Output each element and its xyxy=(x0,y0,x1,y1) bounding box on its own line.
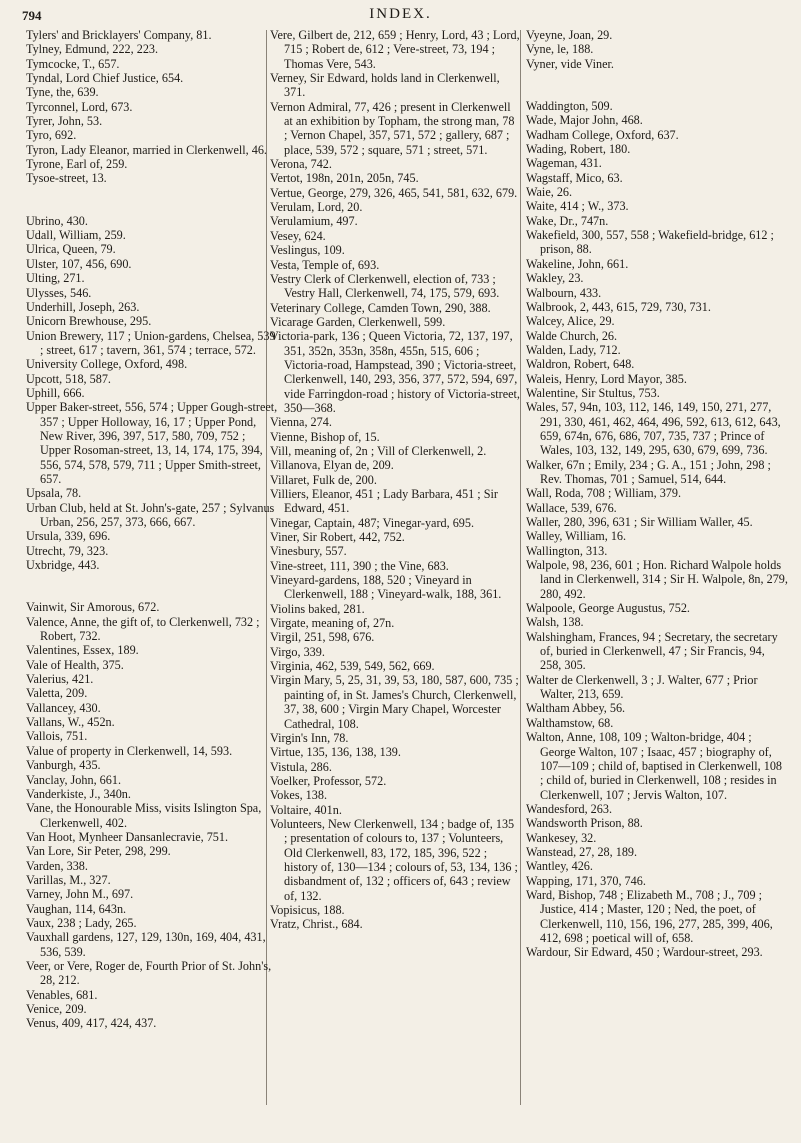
index-entry: Wanstead, 27, 28, 189. xyxy=(526,844,638,859)
index-entry: Varden, 338. xyxy=(26,858,88,873)
index-entry: Upsala, 78. xyxy=(26,486,82,501)
index-entry: Wallace, 539, 676. xyxy=(526,500,617,515)
index-entry: Walthamstow, 68. xyxy=(526,715,614,730)
index-entry: Villiers, Eleanor, 451 ; Lady Barbara, 451 ; Sir Edward, 451. xyxy=(270,487,498,516)
index-entry: Value of property in Clerkenwell, 14, 593. xyxy=(26,743,233,758)
index-entry: Varney, John M., 697. xyxy=(26,887,134,902)
index-entry: Walpoole, George Augustus, 752. xyxy=(526,601,690,616)
index-entry: Varillas, M., 327. xyxy=(26,872,111,887)
index-entry: Ulster, 107, 456, 690. xyxy=(26,256,132,271)
index-entry: Vere, Gilbert de, 212, 659 ; Henry, Lord, 43 ; Lord, 715 ; Robert de, 612 ; Vere-street, 73, 194 ; Thomas Vere, 543. xyxy=(270,28,520,71)
index-column-right xyxy=(526,28,788,960)
index-entry: Wageman, 431. xyxy=(526,156,602,171)
index-entry: Wantley, 426. xyxy=(526,859,593,874)
index-entry: Walshingham, Frances, 94 ; Secretary, the secretary of, buried in Clerkenwell, 47 ; Sir Francis, 94, 258, 305. xyxy=(526,629,778,673)
index-entry: Walton, Anne, 108, 109 ; Walton-bridge, 404 ; George Walton, 107 ; Isaac, 457 ; biography of, 107—109 ; child of, baptised in Clerkenwell, 108 ; child of, buried in Clerkenwell, 108 ; resides in Clerkenwell, 107 ; Jervis Walton, 107. xyxy=(526,730,783,802)
index-entry: Vyner, vide Viner. xyxy=(526,56,614,71)
index-entry: Vane, the Honourable Miss, visits Islington Spa, Clerkenwell, 402. xyxy=(26,801,262,830)
index-entry: Venus, 409, 417, 424, 437. xyxy=(26,1016,157,1031)
index-entry: Waddington, 509. xyxy=(526,99,613,114)
index-entry: Wading, Robert, 180. xyxy=(526,142,631,157)
index-entry: Vill, meaning of, 2n ; Vill of Clerkenwell, 2. xyxy=(270,443,487,458)
index-entry: Vratz, Christ., 684. xyxy=(270,917,363,932)
running-title: INDEX. xyxy=(369,6,432,22)
index-entry: Vernon Admiral, 77, 426 ; present in Clerkenwell at an exhibition by Topham, the strong man, 78 ; Vernon Chapel, 357, 571, 572 ; gallery, 687 ; place, 539, 572 ; square, 571 ; street, 571. xyxy=(270,99,515,157)
index-entry: Tyrconnel, Lord, 673. xyxy=(26,99,133,114)
index-entry: Walter de Clerkenwell, 3 ; J. Walter, 677 ; Prior Walter, 213, 659. xyxy=(526,672,758,702)
index-entry: Viner, Sir Robert, 442, 752. xyxy=(270,530,405,545)
index-entry: Vineyard-gardens, 188, 520 ; Vineyard in Clerkenwell, 188 ; Vineyard-walk, 188, 361. xyxy=(270,573,502,602)
index-entry: Valence, Anne, the gift of, to Clerkenwell, 732 ; Robert, 732. xyxy=(26,614,260,644)
index-entry: Virgil, 251, 598, 676. xyxy=(270,630,375,645)
index-entry: Tyron, Lady Eleanor, married in Clerkenwell, 46. xyxy=(26,142,267,157)
index-entry: Upper Baker-street, 556, 574 ; Upper Gough-street, 357 ; Upper Holloway, 16, 17 ; Upper Pond, New River, 396, 397, 517, 580, 709, 752 ; Upper Rosoman-street, 13, 14, 174, 175, 394, 556, 574, 578, 579, 711 ; Upper Smith-street, 657. xyxy=(26,400,278,486)
section-gap xyxy=(526,85,788,99)
index-entry: Walbrook, 2, 443, 615, 729, 730, 731. xyxy=(526,299,711,314)
index-entry: Waite, 414 ; W., 373. xyxy=(526,199,629,214)
index-entry: Vinegar, Captain, 487; Vinegar-yard, 695. xyxy=(270,515,475,530)
index-entry: Vienne, Bishop of, 15. xyxy=(270,429,380,444)
index-entry: Vaux, 238 ; Lady, 265. xyxy=(26,915,137,930)
index-entry: Ulrica, Queen, 79. xyxy=(26,242,116,257)
index-entry: Tyne, the, 639. xyxy=(26,85,99,100)
index-entry: Walley, William, 16. xyxy=(526,529,627,544)
index-entry: Vienna, 274. xyxy=(270,415,332,430)
index-entry: Wales, 57, 94n, 103, 112, 146, 149, 150, 271, 277, 291, 330, 461, 462, 464, 496, 592, 613, 612, 643, 659, 674n, 676, 686, 707, 735, 737 ; Prince of Wales, 103, 132, 149, 295, 630, 679, 699, 736. xyxy=(526,400,781,458)
index-entry: Ursula, 339, 696. xyxy=(26,529,111,544)
section-gap xyxy=(26,586,278,600)
index-entry: Walpole, 98, 236, 601 ; Hon. Richard Walpole holds land in Clerkenwell, 314 ; Sir H. Walpole, 8n, 279, 280, 492. xyxy=(526,558,788,601)
index-entry: Veer, or Vere, Roger de, Fourth Prior of St. John's, 28, 212. xyxy=(26,958,272,988)
index-entry: Veterinary College, Camden Town, 290, 388. xyxy=(270,300,491,315)
index-entry: Waller, 280, 396, 631 ; Sir William Waller, 45. xyxy=(526,515,753,529)
index-entry: Waie, 26. xyxy=(526,185,573,200)
index-entry: Vanclay, John, 661. xyxy=(26,772,121,787)
index-entry: Virgo, 339. xyxy=(270,644,325,659)
index-entry: Vanburgh, 435. xyxy=(26,758,101,773)
index-entry: Valentines, Essex, 189. xyxy=(26,643,139,658)
index-entry: Wall, Roda, 708 ; William, 379. xyxy=(526,486,682,501)
index-entry: Wade, Major John, 468. xyxy=(526,113,643,128)
index-entry: Ward, Bishop, 748 ; Elizabeth M., 708 ; J., 709 ; Justice, 414 ; Master, 120 ; Ned, the poet, of Clerkenwell, 110, 156, 196, 277, 285, 399, 406, 412, 698 ; poetical will of, 658. xyxy=(526,887,773,945)
page-number: 794 xyxy=(22,8,42,23)
index-entry: Tyro, 692. xyxy=(26,128,77,143)
index-entry: Vinesbury, 557. xyxy=(270,544,347,559)
index-entry: Verulamium, 497. xyxy=(270,214,358,229)
index-entry: Upcott, 518, 587. xyxy=(26,371,111,386)
index-entry: Vesey, 624. xyxy=(270,228,326,243)
index-entry: Vale of Health, 375. xyxy=(26,657,124,672)
index-entry: Tyrer, John, 53. xyxy=(26,114,103,129)
index-entry: Tylney, Edmund, 222, 223. xyxy=(26,42,159,57)
index-entry: Vertot, 198n, 201n, 205n, 745. xyxy=(270,171,419,186)
index-entry: Vallancey, 430. xyxy=(26,700,101,715)
index-entry: Vesta, Temple of, 693. xyxy=(270,257,380,272)
index-entry: Wandesford, 263. xyxy=(526,801,613,816)
index-entry: Tysoe-street, 13. xyxy=(26,171,107,186)
index-entry: Villanova, Elyan de, 209. xyxy=(270,458,394,473)
index-entry: Uphill, 666. xyxy=(26,385,85,400)
index-entry: Voltaire, 401n. xyxy=(270,802,342,817)
index-entry: Vine-street, 111, 390 ; the Vine, 683. xyxy=(270,558,449,573)
index-entry: Vauxhall gardens, 127, 129, 130n, 169, 404, 431, 536, 539. xyxy=(26,930,266,959)
index-entry: Walcey, Alice, 29. xyxy=(526,314,615,329)
index-entry: Wallington, 313. xyxy=(526,543,608,558)
index-entry: Virgin's Inn, 78. xyxy=(270,730,349,745)
index-entry: Tyrone, Earl of, 259. xyxy=(26,157,128,172)
index-entry: Tylers' and Bricklayers' Company, 81. xyxy=(26,28,212,42)
index-entry: Walden, Lady, 712. xyxy=(526,342,621,357)
index-entry: Vallans, W., 452n. xyxy=(26,715,115,730)
index-entry: Verona, 742. xyxy=(270,157,332,172)
index-entry: Valetta, 209. xyxy=(26,686,88,701)
index-entry: Waltham Abbey, 56. xyxy=(526,701,626,716)
index-entry: Vanderkiste, J., 340n. xyxy=(26,786,131,801)
index-entry: Vaughan, 114, 643n. xyxy=(26,901,127,916)
index-entry: Wakley, 23. xyxy=(526,271,584,286)
index-entry: Venice, 209. xyxy=(26,1002,87,1016)
index-entry: Underhill, Joseph, 263. xyxy=(26,299,140,314)
index-entry: Ulting, 271. xyxy=(26,271,85,286)
index-entry: Wankesey, 32. xyxy=(526,830,597,845)
index-entry: Wandsworth Prison, 88. xyxy=(526,816,643,831)
index-entry: Vopisicus, 188. xyxy=(270,902,345,917)
index-entry: Violins baked, 281. xyxy=(270,601,365,616)
index-entry: Villaret, Fulk de, 200. xyxy=(270,472,377,487)
index-entry: Verulam, Lord, 20. xyxy=(270,200,363,215)
column-divider xyxy=(520,30,521,1105)
index-entry: Vyne, le, 188. xyxy=(526,42,594,57)
index-entry: Vainwit, Sir Amorous, 672. xyxy=(26,600,160,615)
index-entry: Urban Club, held at St. John's-gate, 257 ; Sylvanus Urban, 256, 257, 373, 666, 667. xyxy=(26,500,275,529)
index-entry: Unicorn Brewhouse, 295. xyxy=(26,314,152,329)
index-entry: Venables, 681. xyxy=(26,987,98,1002)
index-entry: Voelker, Professor, 572. xyxy=(270,773,387,788)
index-entry: Ulysses, 546. xyxy=(26,285,92,300)
index-entry: University College, Oxford, 498. xyxy=(26,357,188,372)
index-entry: Vokes, 138. xyxy=(270,788,327,803)
index-entry: Wadham College, Oxford, 637. xyxy=(526,127,679,142)
index-column-middle xyxy=(270,28,520,932)
index-entry: Vicarage Garden, Clerkenwell, 599. xyxy=(270,314,446,329)
index-entry: Vallois, 751. xyxy=(26,729,88,744)
index-entry: Walde Church, 26. xyxy=(526,328,618,343)
index-entry: Wake, Dr., 747n. xyxy=(526,213,609,228)
index-entry: Walsh, 138. xyxy=(526,615,584,630)
index-entry: Veslingus, 109. xyxy=(270,243,345,258)
index-entry: Waleis, Henry, Lord Mayor, 385. xyxy=(526,371,687,386)
index-entry: Udall, William, 259. xyxy=(26,228,126,243)
index-entry: Virginia, 462, 539, 549, 562, 669. xyxy=(270,659,435,674)
section-gap xyxy=(26,200,278,214)
index-entry: Walbourn, 433. xyxy=(526,285,602,300)
section-gap xyxy=(26,186,278,200)
index-entry: Walentine, Sir Stultus, 753. xyxy=(526,385,660,400)
index-entry: Walker, 67n ; Emily, 234 ; G. A., 151 ; John, 298 ; Rev. Thomas, 701 ; Samuel, 514, 644. xyxy=(526,457,771,486)
index-entry: Wakeline, John, 661. xyxy=(526,256,629,271)
index-column-left xyxy=(26,28,278,1031)
index-entry: Virtue, 135, 136, 138, 139. xyxy=(270,745,401,760)
index-entry: Ubrino, 430. xyxy=(26,213,88,228)
section-gap xyxy=(26,572,278,586)
index-entry: Waldron, Robert, 648. xyxy=(526,357,635,372)
index-entry: Vertue, George, 279, 326, 465, 541, 581, 632, 679. xyxy=(270,185,518,200)
index-entry: Vistula, 286. xyxy=(270,759,332,774)
index-entry: Wakefield, 300, 557, 558 ; Wakefield-bridge, 612 ; prison, 88. xyxy=(526,228,774,257)
section-gap xyxy=(526,71,788,85)
index-entry: Wardour, Sir Edward, 450 ; Wardour-street, 293. xyxy=(526,945,763,960)
index-entry: Wagstaff, Mico, 63. xyxy=(526,170,623,185)
index-entry: Virgin Mary, 5, 25, 31, 39, 53, 180, 587, 600, 735 ; painting of, in St. James's Church, Clerkenwell, 37, 38, 600 ; Virgin Mary Chapel, Worcester Cathedral, 108. xyxy=(270,673,519,731)
index-entry: Utrecht, 79, 323. xyxy=(26,543,109,558)
index-entry: Tyndal, Lord Chief Justice, 654. xyxy=(26,71,184,86)
index-entry: Uxbridge, 443. xyxy=(26,558,100,573)
index-entry: Virgate, meaning of, 27n. xyxy=(270,616,395,631)
index-entry: Van Lore, Sir Peter, 298, 299. xyxy=(26,844,171,859)
index-entry: Valerius, 421. xyxy=(26,672,94,687)
index-entry: Volunteers, New Clerkenwell, 134 ; badge of, 135 ; presentation of colours to, 137 ; Volunteers, Old Clerkenwell, 83, 172, 185, 396, 522 ; history of, 130—134 ; colours of, 53, 134, 136 ; disbandment of, 132 ; officers of, 643 ; review of, 132. xyxy=(270,816,518,903)
index-entry: Tymcocke, T., 657. xyxy=(26,56,120,71)
index-entry: Victoria-park, 136 ; Queen Victoria, 72, 137, 197, 351, 352n, 353n, 358n, 455n, 515, 606 ; Victoria-road, Hampstead, 390 ; Victoria-street, Clerkenwell, 140, 293, 356, 377, 572, 594, 697, vide Farringdon-road ; history of Victoria-street, 350—368. xyxy=(270,329,520,415)
index-entry: Vestry Clerk of Clerkenwell, election of, 733 ; Vestry Hall, Clerkenwell, 74, 175, 579, 693. xyxy=(270,271,500,301)
index-entry: Union Brewery, 117 ; Union-gardens, Chelsea, 539 ; street, 617 ; tavern, 361, 574 ; terrace, 572. xyxy=(26,328,276,357)
index-entry: Vyeyne, Joan, 29. xyxy=(526,28,613,42)
index-entry: Verney, Sir Edward, holds land in Clerkenwell, 371. xyxy=(270,71,500,100)
index-entry: Van Hoot, Mynheer Dansanlecravie, 751. xyxy=(26,829,229,844)
index-entry: Wapping, 171, 370, 746. xyxy=(526,873,646,888)
